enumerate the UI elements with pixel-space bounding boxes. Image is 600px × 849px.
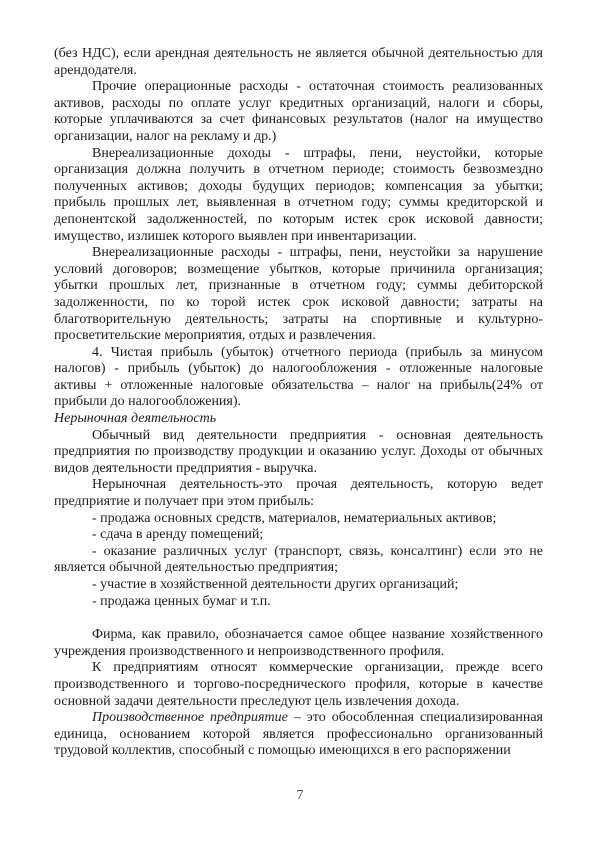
para-non-sales-expenses: Внереализационные расходы - штрафы, пени, неустойки за нарушение условий договоров; возмещение убытков, которые причинила организация; убытки прошлых лет, признанные в отчетном году; суммы дебиторской задолженности, по ко торой истек срок исковой давности; затраты на благотворительную деятельность; затраты на спортивные и культурно-просветительские мероприятия, отдых и развлечения.: [54, 245, 543, 344]
heading-non-market-activity: Нерыночная деятельность: [54, 411, 217, 427]
page-number: 7: [296, 787, 304, 802]
list-item-securities: - продажа ценных бумаг и т.п.: [92, 593, 271, 609]
para-enterprises: К предприятиям относят коммерческие организации, прежде всего производственного и торгово-посреднического профиля, которые в качестве основной задачи деятельности преследуют цель извлечения дохода.: [54, 660, 543, 709]
list-item-sale-of-assets: - продажа основных средств, материалов, нематериальных активов;: [92, 510, 497, 526]
para-production-enterprise: [54, 710, 543, 760]
para-other-operating-expenses: Прочие операционные расходы - остаточная стоимость реализованных активов, расходы по оплате услуг кредитных организаций, налоги и сборы, которые уплачиваются за счет финансовых результатов (налог на имущество организации, налог на рекламу и др.): [54, 79, 543, 144]
para-non-market-definition: Нерыночная деятельность-это прочая деятельность, которую ведет предприятие и получает при этом прибыль:: [54, 477, 543, 510]
term-production-enterprise: Производственное предприятие: [92, 710, 288, 726]
para-firm: Фирма, как правило, обозначается самое общее название хозяйственного учреждения производственного и непроизводственного профиля.: [54, 627, 543, 659]
para-production-enterprise-rest: – это обособленная специализированная единица, основанием которой является профессионально организованный трудовой коллектив, способный с помощью имеющихся в его распоряжении: [54, 710, 543, 759]
para-net-profit: 4. Чистая прибыль (убыток) отчетного периода (прибыль за минусом налогов) - прибыль (убыток) до налогообложения - отложенные налоговые активы + отложенные налоговые обязательства – налог на прибыль(24% от прибыли до налогообложения).: [54, 344, 543, 410]
list-item-rent: - сдача в аренду помещений;: [92, 527, 264, 543]
para-ordinary-activity: Обычный вид деятельности предприятия - основная деятельность предприятия по производству продукции и оказанию услуг. Доходы от обычных видов деятельности предприятия - выручка.: [54, 427, 543, 476]
list-item-services: - оказание различных услуг (транспорт, связь, консалтинг) если это не является обычной деятельностью предприятия;: [54, 543, 543, 576]
list-item-participation: - участие в хозяйственной деятельности других организаций;: [92, 577, 459, 592]
para-non-sales-income: Внереализационные доходы - штрафы, пени, неустойки, которые организация должна получить в отчетном периоде; стоимость безвозмездно полученных активов; доходы будущих периодов; компенсация за убытки; прибыль прошлых лет, выявленная в отчетном году; суммы кредиторской и депонентской задолженностей, по которым истек срок исковой давности; имущество, излишек которого выявлен при инвентаризации.: [54, 145, 543, 244]
text-block: [54, 46, 543, 760]
para-continuation-no-vat: (без НДС), если арендная деятельность не является обычной деятельностью для арендодателя.: [54, 46, 543, 78]
